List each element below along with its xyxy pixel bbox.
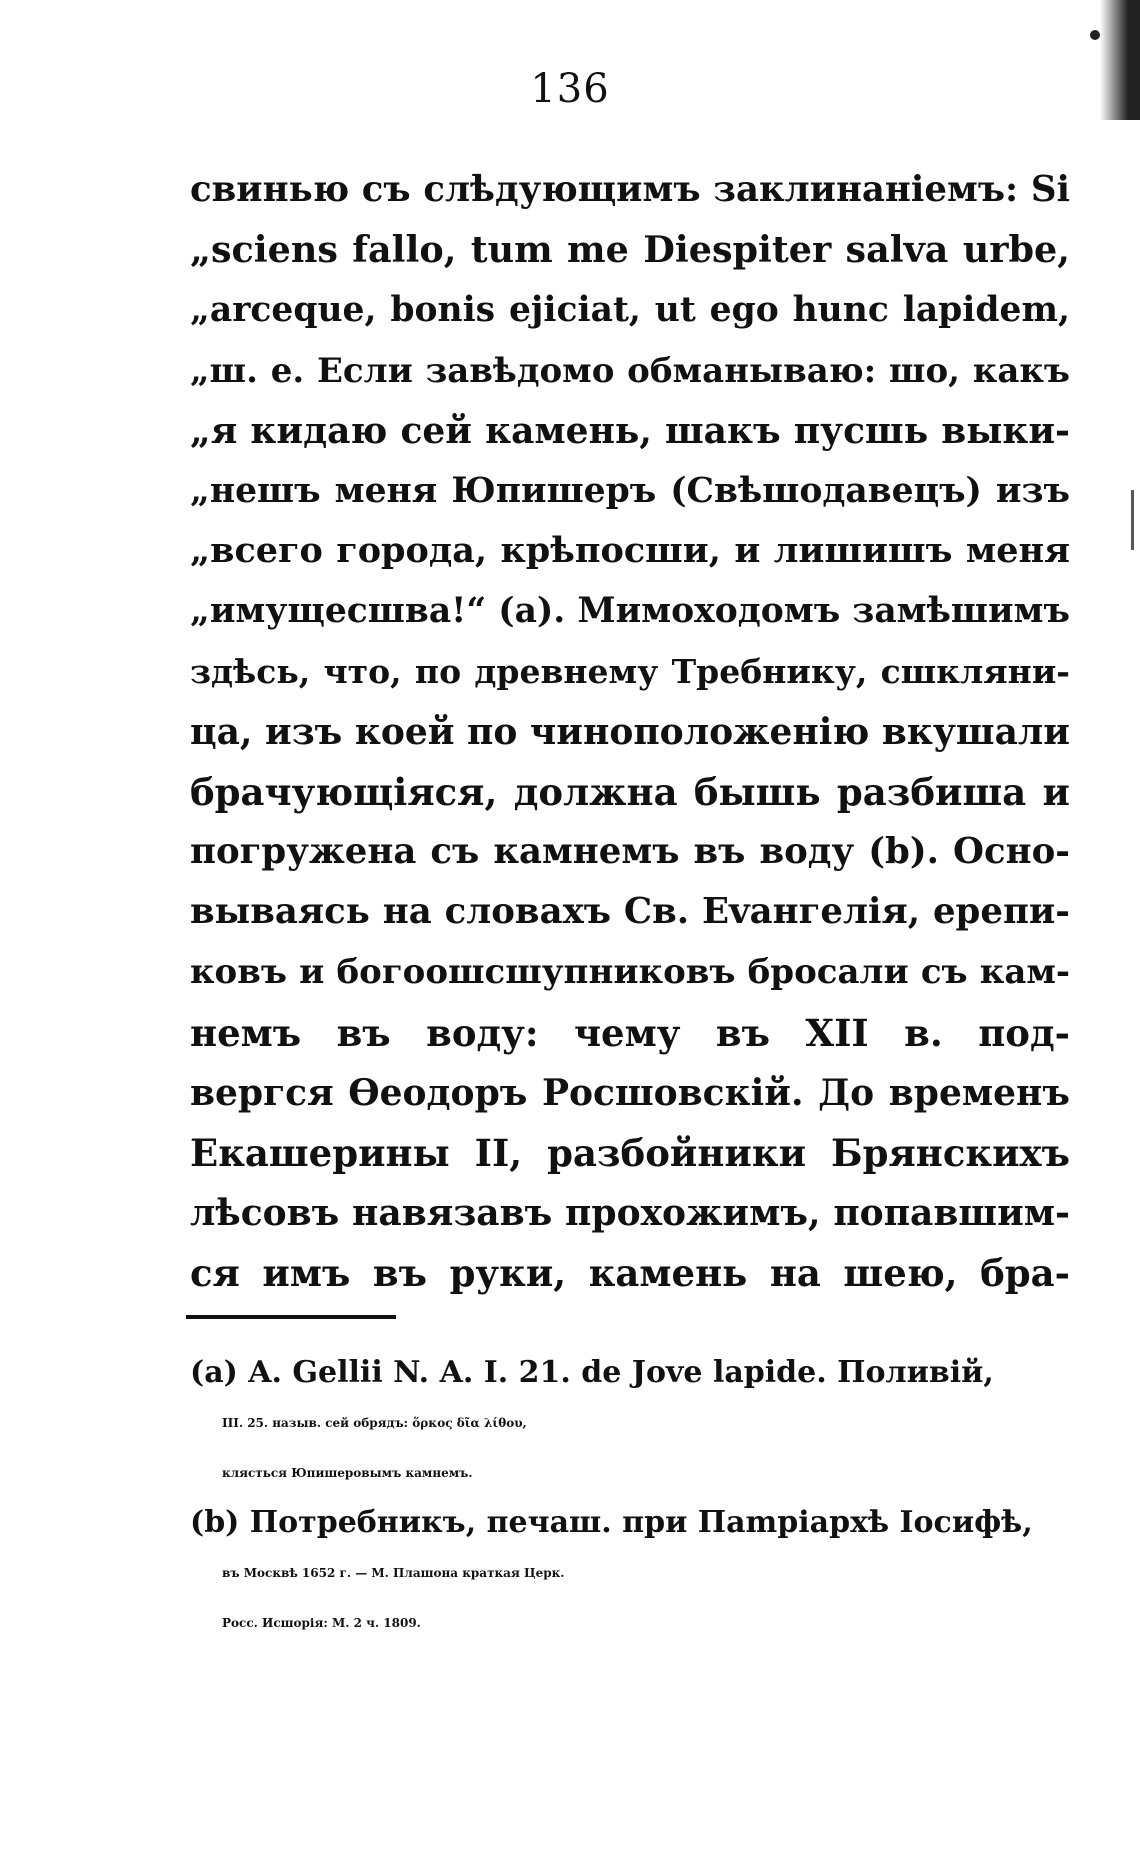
text-line: „нешъ меня Юпишеръ (Свѣшодавецъ) изъ <box>190 470 1070 511</box>
text-line: „arceque, bonis ejiciat, ut ego hunc lapidem, <box>190 290 1070 331</box>
text-line: „имущесшва!“ (a). Мимоходомъ замѣшимъ <box>190 591 1070 632</box>
footnote-a-line: (a) A. Gellii N. A. I. 21. de Jove lapide. Поливій, <box>190 1355 994 1390</box>
text-line: здѣсь, что, по древнему Требнику, сшкляни- <box>190 651 1070 691</box>
text-line: „всего города, крѣпосши, и лишишъ меня <box>190 530 1070 572</box>
text-line: „я кидаю сей камень, шакъ пусшь выки- <box>190 409 1070 452</box>
text-line: свинью съ слѣдующимъ заклинаніемъ: Si <box>190 169 1070 210</box>
ink-speck <box>1090 30 1100 40</box>
text-line: ковъ и богоошсшупниковъ бросали съ кам- <box>190 952 1070 993</box>
footnotes <box>190 1348 1070 1648</box>
text-line: Екашерины II, разбойники Брянскихъ <box>190 1131 1070 1175</box>
text-line: погружена съ камнемъ въ воду (b). Осно- <box>190 831 1070 873</box>
main-text <box>190 160 1070 1304</box>
text-line: ца, изъ коей по чиноположенію вкушали <box>190 710 1070 753</box>
text-line: вываясь на словахъ Св. Еvангелія, ерепи- <box>190 891 1070 933</box>
text-line: „ш. е. Если завѣдомо обманываю: шо, какъ <box>190 350 1070 391</box>
text-line: ся имъ въ руки, камень на шею, бра- <box>190 1251 1070 1296</box>
text-line: брачующіяся, должна бышь разбиша и <box>190 769 1070 814</box>
text-line: вергся Өеодоръ Росшовскій. До временъ <box>190 1071 1070 1114</box>
footnote-a-line: клясться Юпишеровымъ камнемъ. <box>222 1466 473 1480</box>
footnote-b-line: (b) Потребникъ, печаш. при Паmріархѣ Іосифѣ, <box>190 1505 1033 1540</box>
text-line: „sciens fallo, tum me Diespiter salva urbe, <box>190 228 1070 272</box>
page-number: 136 <box>530 66 610 112</box>
page-edge-mark <box>1131 490 1134 550</box>
footnote-separator <box>186 1315 396 1319</box>
text-line: лѣсовъ навязавъ прохожимъ, попавшим- <box>190 1192 1070 1235</box>
footnote-b-line: въ Москвѣ 1652 г. — М. Плашона краткая Церк. <box>222 1566 565 1580</box>
footnote-a-line: III. 25. назыв. сей обрядъ: ὅρκος δῖα λίθου, <box>222 1416 527 1430</box>
text-line: немъ въ воду: чему въ XII в. под- <box>190 1010 1070 1055</box>
footnote-b-line: Росс. Исшорія: М. 2 ч. 1809. <box>222 1616 421 1630</box>
